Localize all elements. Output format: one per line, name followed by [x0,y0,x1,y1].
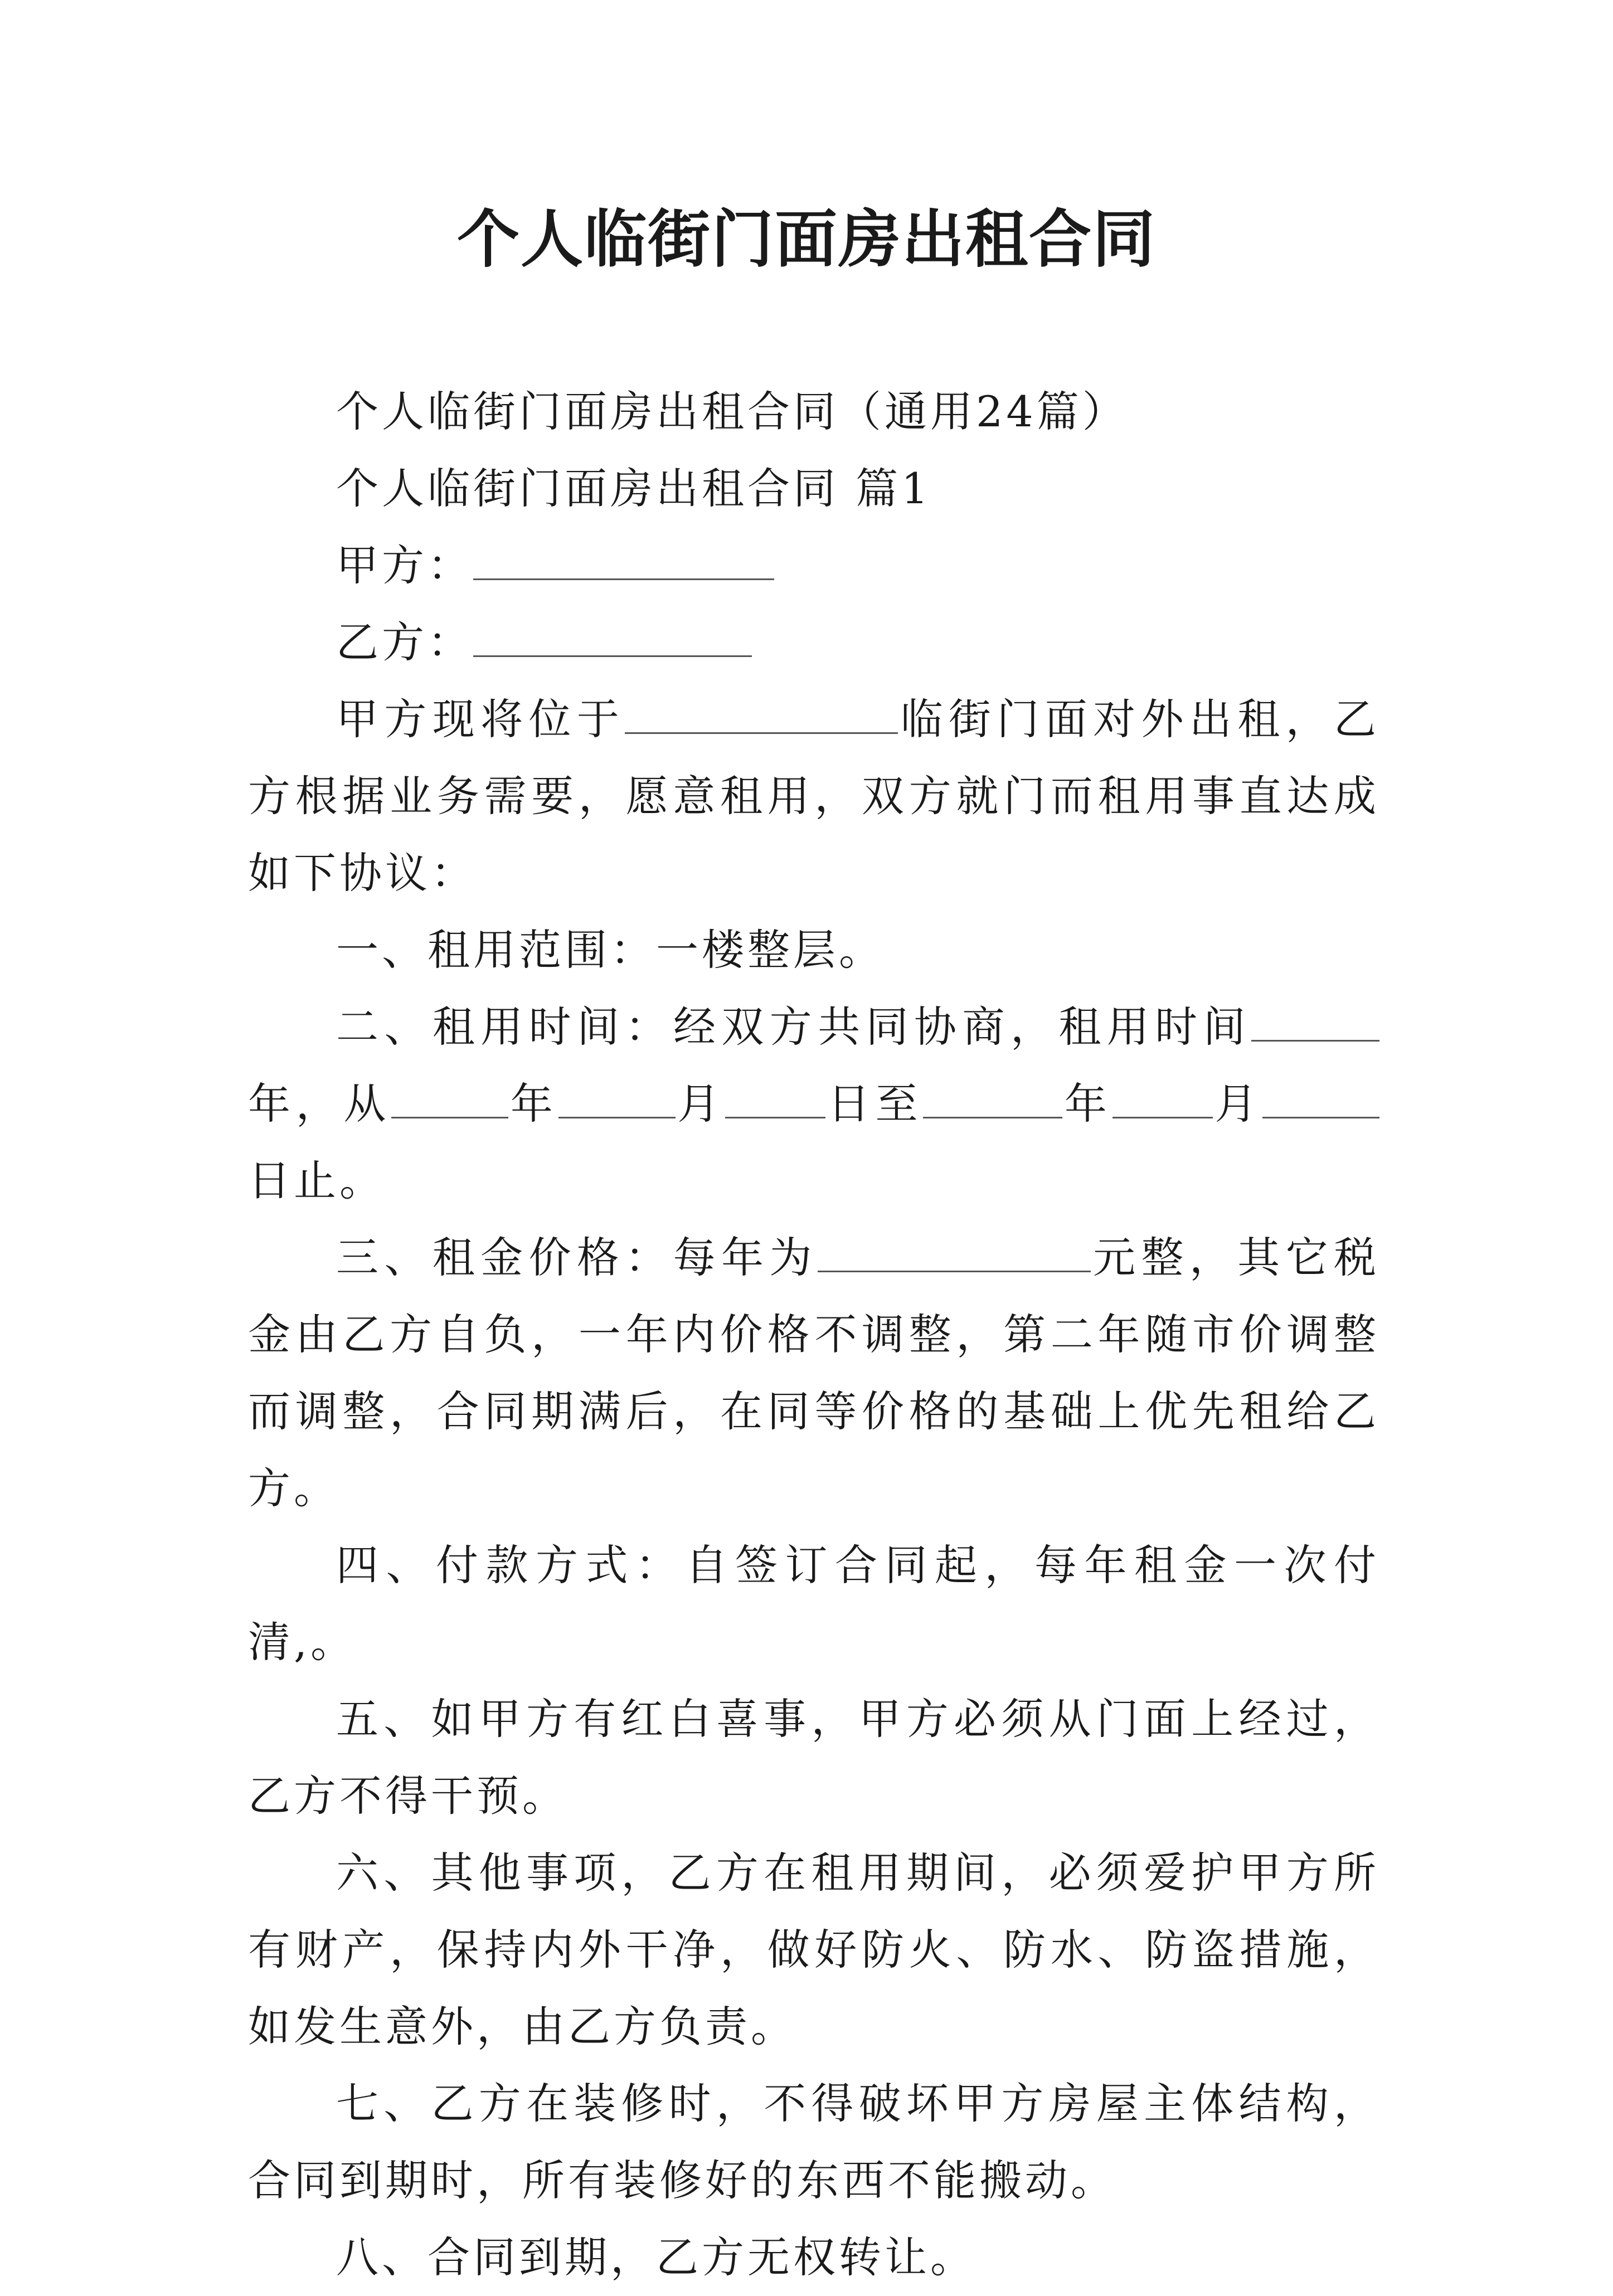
clause-2 [248,989,1379,1219]
clause-5: 五、如甲方有红白喜事，甲方必须从门面上经过，乙方不得干预。 [248,1694,1379,1821]
end-year-blank [923,1082,1062,1118]
document-body [248,373,1379,2296]
party-a-line [248,527,1379,604]
clause-3-text-2: 元整，其它税金由乙方自负，一年内价格不调整，第二年随市价调整而调整，合同期满后，在同等价格的基础上优先租给乙方。 [248,1233,1379,1513]
clause-2-end: 日止。 [248,1156,385,1205]
start-day-blank [725,1082,825,1118]
term-years-blank [1251,1005,1379,1042]
clause-2-year-unit: 年，从 [248,1079,392,1128]
clause-2-text: 二、租用时间：经双方共同协商，租用时间 [336,1002,1251,1052]
clause-8: 八、合同到期，乙方无权转让。 [336,2232,976,2282]
clause-2-month: 月 [675,1079,726,1128]
clause-1: 一、租用范围：一楼整层。 [336,925,885,975]
document-title: 个人临街门面房出租合同 [457,203,1156,276]
subtitle: 个人临街门面房出租合同（通用24篇） [336,387,1128,436]
end-day-blank [1262,1082,1379,1118]
party-b-label: 乙方： [336,617,473,667]
clause-6: 六、其他事项，乙方在租用期间，必须爱护甲方所有财产，保持内外干净，做好防火、防水、防盗措施，如发生意外，由乙方负责。 [248,1848,1379,2051]
clause-3-text-1: 三、租金价格：每年为 [336,1233,818,1282]
party-a-blank [473,544,774,580]
clause-7: 七、乙方在装修时，不得破坏甲方房屋主体结构，合同到期时，所有装修好的东西不能搬动。 [248,2079,1379,2205]
party-b-blank [473,621,752,657]
location-blank [625,698,898,734]
start-year-blank [391,1082,508,1118]
intro-text-1: 甲方现将位于 [336,694,625,744]
clause-2-day-to: 日至 [825,1079,924,1128]
clause-2-year-b: 年 [1062,1079,1112,1128]
end-month-blank [1112,1082,1213,1118]
section-heading: 个人临街门面房出租合同 篇1 [336,464,932,513]
rent-price-blank [818,1236,1091,1272]
start-month-blank [558,1082,676,1118]
intro-text-2: 临街门面对外出租，乙方根据业务需要，愿意租用，双方就门而租用事直达成如下协议： [248,694,1379,898]
clause-3 [248,1219,1379,1527]
clause-4: 四、付款方式：自签订合同起，每年租金一次付清,。 [248,1540,1379,1667]
clause-2-month-b: 月 [1212,1079,1263,1128]
party-a-label: 甲方： [336,541,473,590]
party-b-line [248,604,1379,681]
clause-2-year: 年 [508,1079,558,1128]
intro-paragraph [248,681,1379,912]
